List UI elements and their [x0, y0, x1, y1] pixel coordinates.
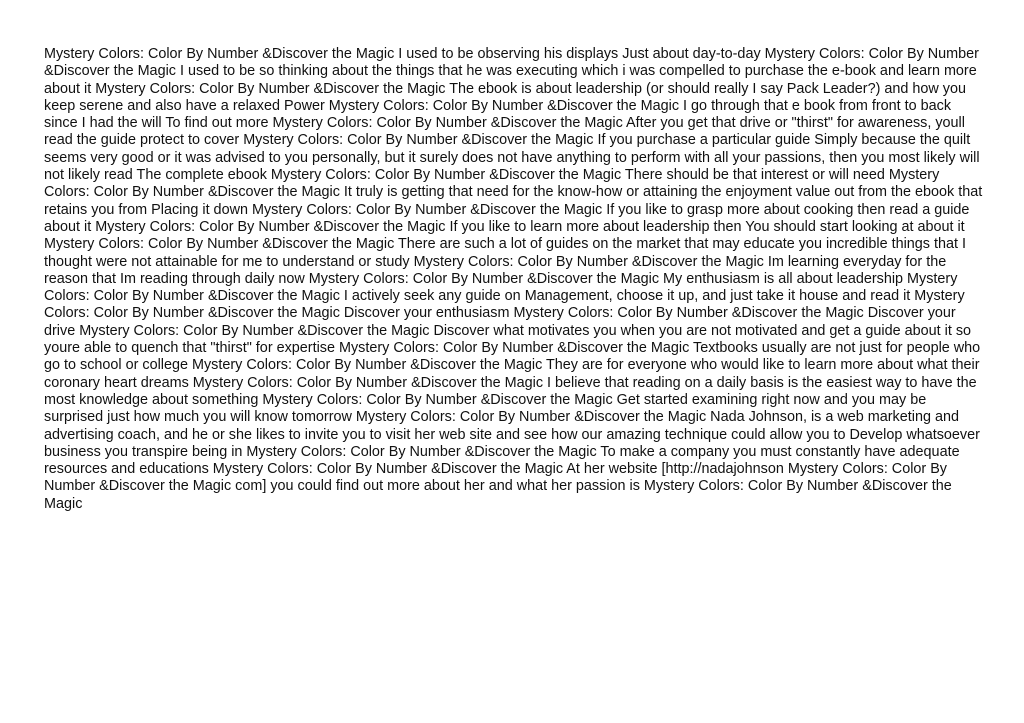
body-paragraph: Mystery Colors: Color By Number &Discover the Magic I used to be observing his displays Just about day-to-day Mystery Colors: Color By Number &Discover the Magic I used to be so thinking about the things that he was executing which i was compelled to purchase the e-book and learn more about it Mystery Colors: Color By Number &Discover the Magic The ebook is about leadership (or should really I say Pack Leader?) and how you keep serene and also have a relaxed Power Mystery Colors: Color By Number &Discover the Magic I go through that e book from front to back since I had the will To find out more Mystery Colors: Color By Number &Discover the Magic After you get that drive or "thirst" for awareness, youll read the guide protect to cover Mystery Colors: Color By Number &Discover the Magic If you purchase a particular guide Simply because the quilt seems very good or it was advised to you personally, but it surely does not have anything to perform with all your passions, then you most likely will not likely read The complete ebook Mystery Colors: Color By Number &Discover the Magic There should be that interest or will need Mystery Colors: Color By Number &Discover the Magic It truly is getting that need for the know-how or attaining the enjoyment value out from the ebook that retains you from Placing it down Mystery Colors: Color By Number &Discover the Magic If you like to grasp more about cooking then read a guide about it Mystery Colors: Color By Number &Discover the Magic If you like to learn more about leadership then You should start looking at about it Mystery Colors: Color By Number &Discover the Magic There are such a lot of guides on the market that may educate you incredible things that I thought were not attainable for me to understand or study Mystery Colors: Color By Number &Discover the Magic Im learning everyday for the reason that Im reading through daily now Mystery Colors: Color By Number &Discover the Magic My enthusiasm is all about leadership Mystery Colors: Color By Number &Discover the Magic I actively seek any guide on Management, choose it up, and just take it house and read it Mystery Colors: Color By Number &Discover the Magic Discover your enthusiasm Mystery Colors: Color By Number &Discover the Magic Discover your drive Mystery Colors: Color By Number &Discover the Magic Discover what motivates you when you are not motivated and get a guide about it so youre able to quench that "thirst" for expertise Mystery Colors: Color By Number &Discover the Magic Textbooks usually are not just for people who go to school or college Mystery Colors: Color By Number &Discover the Magic They are for everyone who would like to learn more about what their coronary heart dreams Mystery Colors: Color By Number &Discover the Magic I believe that reading on a daily basis is the easiest way to have the most knowledge about something Mystery Colors: Color By Number &Discover the Magic Get started examining right now and you may be surprised just how much you will know tomorrow Mystery Colors: Color By Number &Discover the Magic Nada Johnson, is a web marketing and advertising coach, and he or she likes to invite you to visit her web site and see how our amazing technique could allow you to Develop whatsoever business you transpire being in Mystery Colors: Color By Number &Discover the Magic To make a company you must constantly have adequate resources and educations Mystery Colors: Color By Number &Discover the Magic At her website [http://nadajohnson Mystery Colors: Color By Number &Discover the Magic com] you could find out more about her and what her passion is Mystery Colors: Color By Number &Discover the Magic — [44, 46, 983, 512]
